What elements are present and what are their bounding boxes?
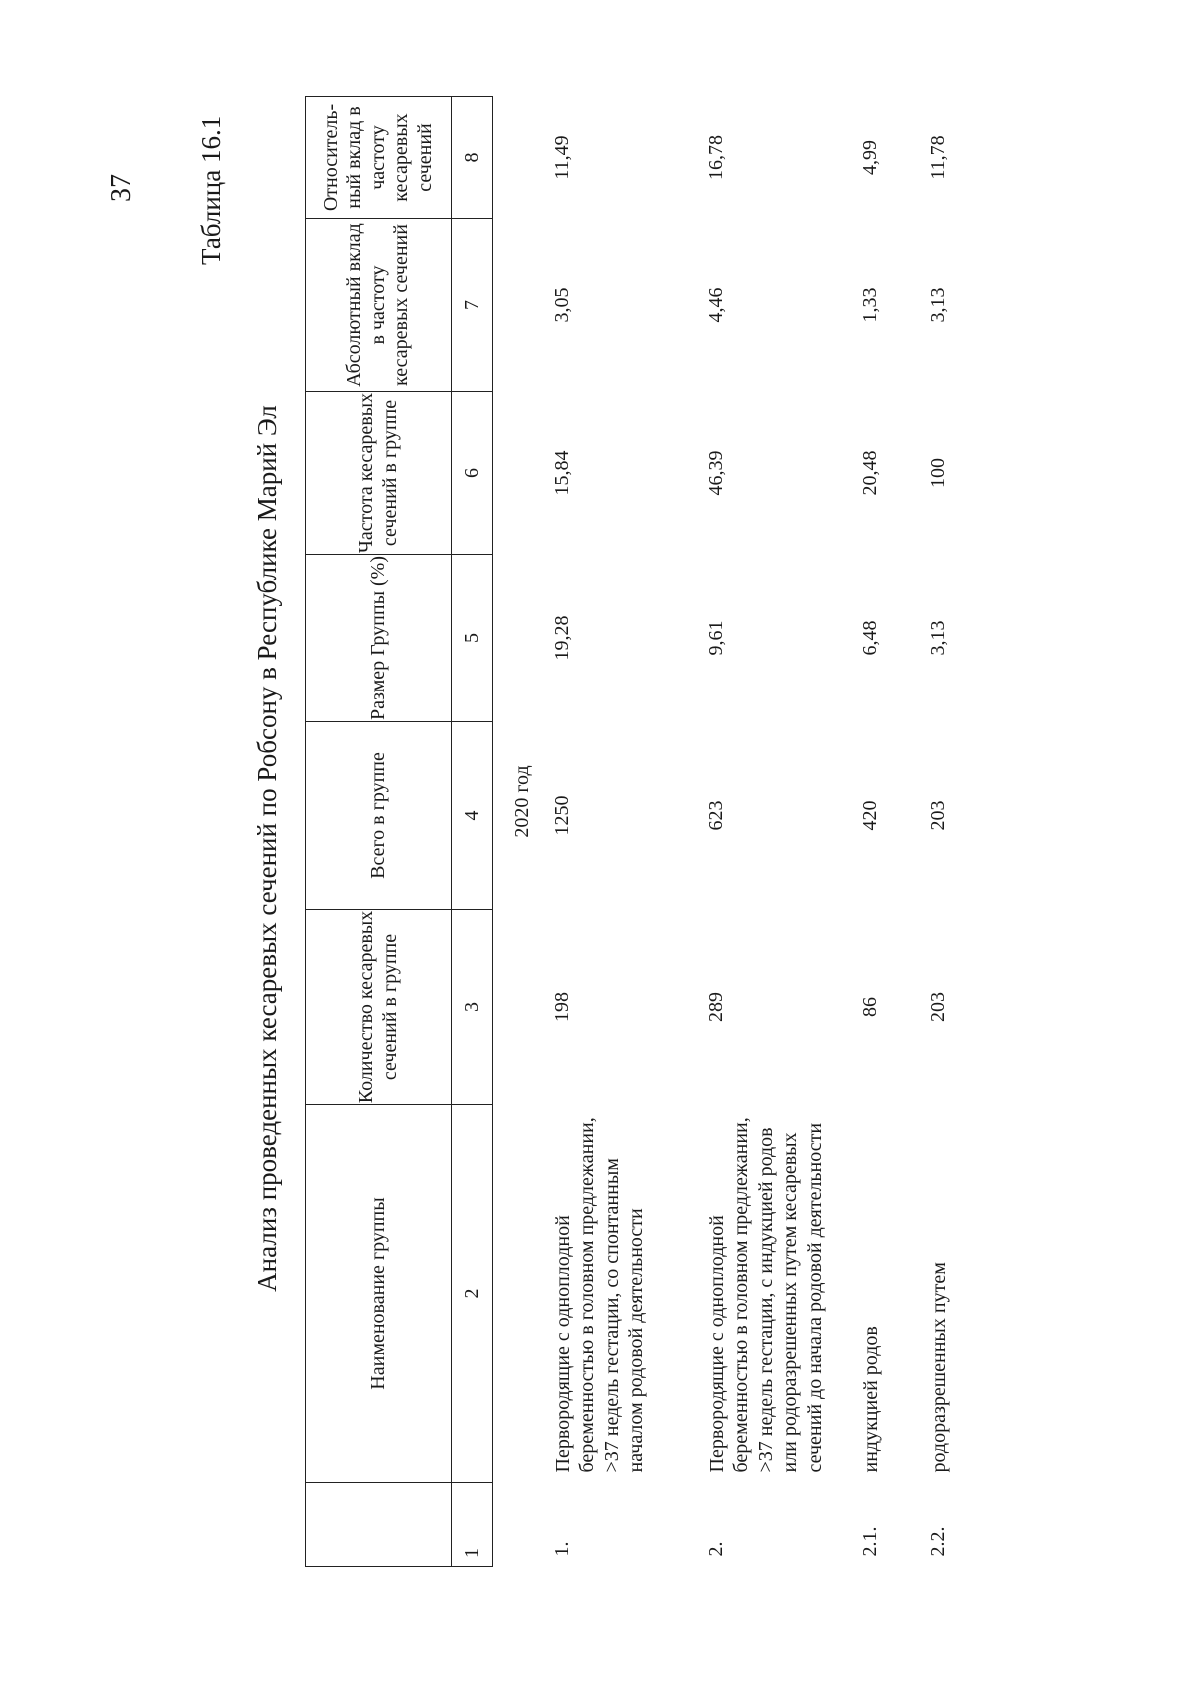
row-number: 1. <box>551 1541 573 1557</box>
relative-contribution: 4,99 <box>859 140 881 175</box>
group-name: индукцией родов <box>860 1326 882 1473</box>
group-size: 6,48 <box>859 620 881 656</box>
row-number: 2. <box>705 1541 727 1557</box>
column-number: 6 <box>452 392 493 555</box>
column-number: 3 <box>452 910 493 1105</box>
table-row <box>859 97 927 1567</box>
absolute-contribution: 1,33 <box>859 287 881 323</box>
table-row <box>551 97 705 1567</box>
header-cell-7: Абсолютный вклад в частоту кесаревых сечений <box>306 219 452 392</box>
table-row <box>705 97 859 1567</box>
row-number: 2.2. <box>927 1526 949 1557</box>
table-title: Анализ проведенных кесаревых сечений по Робсону в Республике Марий Эл <box>252 405 282 1292</box>
absolute-contribution: 4,46 <box>705 287 727 323</box>
header-cell-6: Частота кесаревых сечений в группе <box>306 392 452 555</box>
header-cell-5: Размер Группы (%) <box>306 555 452 722</box>
relative-contribution: 11,49 <box>551 135 573 180</box>
group-total: 420 <box>859 800 881 831</box>
relative-contribution: 16,78 <box>705 135 727 180</box>
group-name: Первородящие с одноплодной беременностью в головном предлежании, >37 недель гестации, с индукцией родов или родоразрешенных путем кесаревых сечений до начала родовой деятельности <box>706 1117 826 1473</box>
column-number-row <box>452 97 493 1567</box>
cs-count: 203 <box>927 992 949 1022</box>
column-number: 4 <box>452 722 493 910</box>
header-cell-3: Количество кесаревых сечений в группе <box>306 910 452 1105</box>
relative-contribution: 11,78 <box>927 135 949 180</box>
table-row <box>927 97 982 1567</box>
column-number: 8 <box>452 97 493 219</box>
absolute-contribution: 3,05 <box>551 287 573 323</box>
header-cell-1 <box>306 1483 452 1567</box>
column-number: 5 <box>452 555 493 722</box>
year-label: 2020 год <box>510 765 533 838</box>
page-number: 37 <box>106 174 137 202</box>
absolute-contribution: 3,13 <box>927 287 949 323</box>
cs-count: 289 <box>705 992 727 1022</box>
group-size: 3,13 <box>927 620 949 656</box>
group-total: 1250 <box>551 795 573 836</box>
group-total: 203 <box>927 800 949 831</box>
group-size: 19,28 <box>551 615 573 661</box>
header-cell-4: Всего в группе <box>306 722 452 910</box>
header-cell-8: Относитель-ный вклад в частоту кесаревых сечений <box>306 97 452 219</box>
cs-rate: 46,39 <box>705 450 727 496</box>
cs-rate: 100 <box>927 458 949 488</box>
header-row <box>306 97 452 1567</box>
row-number: 2.1. <box>859 1526 881 1557</box>
cs-count: 198 <box>551 992 573 1022</box>
cs-rate: 15,84 <box>551 450 573 496</box>
column-number: 7 <box>452 219 493 392</box>
table-number: Таблица 16.1 <box>196 115 226 265</box>
column-number: 1 <box>452 1483 493 1567</box>
column-number: 2 <box>452 1105 493 1483</box>
cs-count: 86 <box>859 997 881 1017</box>
group-size: 9,61 <box>705 620 727 656</box>
group-total: 623 <box>705 800 727 831</box>
group-name: родоразрешенных путем <box>928 1262 950 1473</box>
group-name: Первородящие с одноплодной беременностью в головном предлежании, >37 недель гестации, со спонтанным началом родовой деятельности <box>552 1117 648 1473</box>
year-row <box>493 97 552 1567</box>
robson-table <box>305 96 982 1567</box>
header-cell-2: Наименование группы <box>306 1105 452 1483</box>
cs-rate: 20,48 <box>859 450 881 496</box>
